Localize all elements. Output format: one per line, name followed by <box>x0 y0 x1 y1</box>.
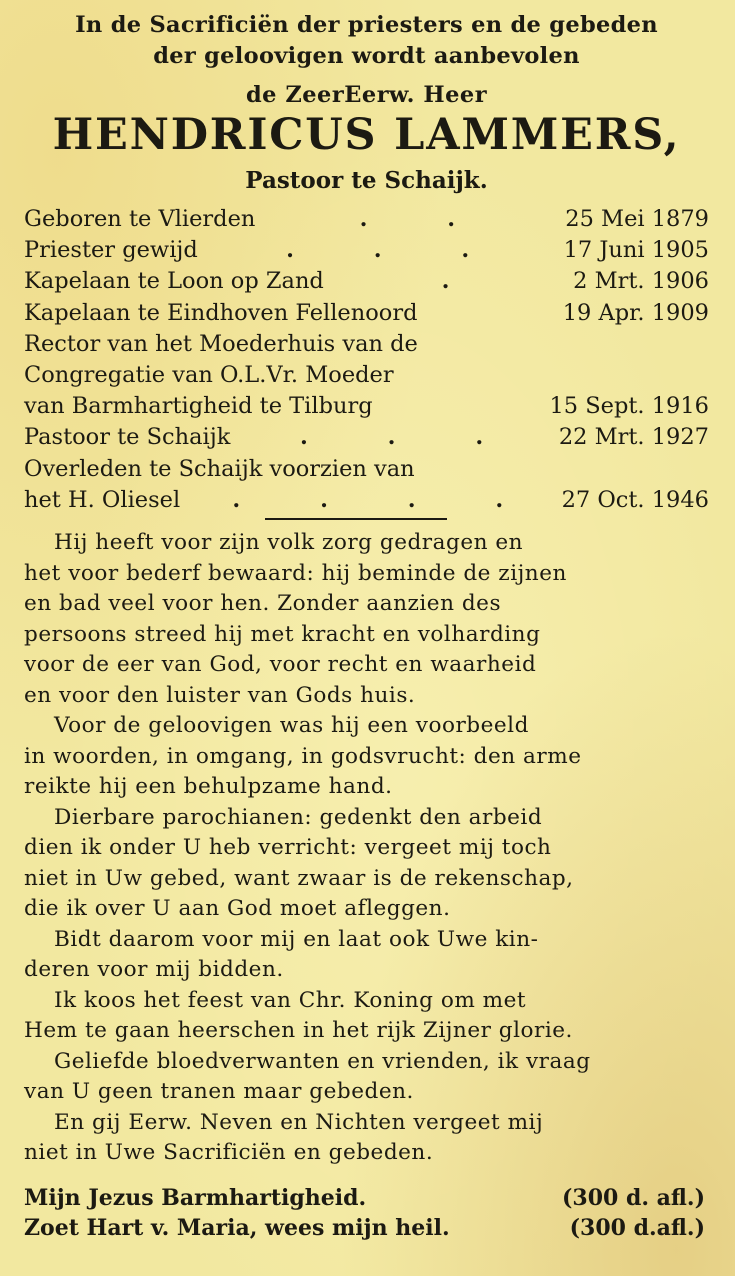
text-line: dien ik onder U heb verricht: vergeet mij toch <box>24 835 552 861</box>
bio-row <box>24 422 709 453</box>
bio-row <box>24 454 709 485</box>
text-line: En gij Eerw. Neven en Nichten vergeet mij <box>54 1109 544 1135</box>
bio-date: 27 Oct. 1946 <box>561 486 709 513</box>
bio-row <box>24 298 709 329</box>
text-line: deren voor mij bidden. <box>24 957 284 983</box>
text-line: Hem te gaan heerschen in het rijk Zijner glorie. <box>24 1018 573 1044</box>
divider-rule <box>265 518 447 520</box>
text-line: en bad veel voor hen. Zonder aanzien des <box>24 591 502 617</box>
bio-label: Kapelaan te Eindhoven Fellenoord <box>24 299 418 326</box>
paragraph <box>24 803 709 925</box>
paragraph <box>24 1047 709 1108</box>
bio-label: van Barmhartigheid te Tilburg <box>24 393 373 420</box>
bio-row <box>24 485 709 516</box>
bio-label: Geboren te Vlierden <box>24 206 256 232</box>
bio-dots: . <box>441 268 486 295</box>
bio-date: 22 Mrt. 1927 <box>558 424 709 451</box>
bio-dots: . . <box>359 206 492 232</box>
paragraph <box>24 711 709 803</box>
deceased-name: HENDRICUS LAMMERS, <box>52 110 681 160</box>
bio-row <box>24 360 709 391</box>
text-line: die ik over U aan God moet afleggen. <box>24 896 451 922</box>
text-line: Ik koos het feest van Chr. Koning om met <box>54 987 527 1013</box>
intro-line: In de Sacrificiën der priesters en de gebeden <box>75 12 658 38</box>
paragraph <box>24 925 709 986</box>
bio-dots <box>373 391 550 422</box>
text-line: in woorden, in omgang, in godsvrucht: den arme <box>24 743 582 769</box>
bio-date: 25 Mei 1879 <box>565 206 709 232</box>
bio-dots <box>394 360 709 391</box>
bio-row <box>24 391 709 422</box>
prayer-row <box>24 1183 709 1213</box>
indulgence: (300 d. afl.) <box>561 1184 705 1211</box>
title-line: de ZeerEerw. Heer <box>245 82 488 108</box>
bio-date: 2 Mrt. 1906 <box>573 268 709 295</box>
bio-dots <box>415 454 709 485</box>
bio-dots: . . . <box>300 424 520 451</box>
text-line: niet in Uwe Sacrificiën en gebeden. <box>24 1140 434 1166</box>
text-line: voor de eer van God, voor recht en waarheid <box>24 652 537 678</box>
prayer-list <box>24 1183 709 1243</box>
memorial-text <box>24 528 709 1169</box>
bio-row <box>24 235 709 266</box>
bio-dots <box>418 329 709 360</box>
text-line: reikte hij een behulpzame hand. <box>24 774 393 800</box>
text-line: het voor bederf bewaard: hij beminde de zijnen <box>24 560 567 586</box>
text-line: van U geen tranen maar gebeden. <box>24 1079 414 1105</box>
biography-list <box>24 204 709 516</box>
text-line: persoons streed hij met kracht en volharding <box>24 621 541 647</box>
prayer-text: Mijn Jezus Barmhartigheid. <box>24 1184 367 1211</box>
text-line: en voor den luister van Gods huis. <box>24 682 416 708</box>
position-title: Pastoor te Schaijk. <box>245 167 488 194</box>
bio-label: Overleden te Schaijk voorzien van <box>24 455 415 482</box>
bio-dots: . . . . <box>232 486 540 513</box>
bio-label: Pastoor te Schaijk <box>24 424 231 451</box>
paragraph <box>24 986 709 1047</box>
bio-label: Priester gewijd <box>24 237 198 264</box>
paragraph <box>24 1108 709 1169</box>
bio-row <box>24 266 709 297</box>
intro-text <box>24 10 709 72</box>
text-line: Geliefde bloedverwanten en vrienden, ik vraag <box>54 1048 591 1074</box>
bio-label: Rector van het Moederhuis van de <box>24 330 418 357</box>
bio-row <box>24 204 709 235</box>
bio-date: 17 Juni 1905 <box>563 237 709 264</box>
bio-row <box>24 329 709 360</box>
bio-label: Kapelaan te Loon op Zand <box>24 268 324 295</box>
bio-dots: . . . <box>286 237 506 264</box>
bio-label: Congregatie van O.L.Vr. Moeder <box>24 362 394 389</box>
text-line: Bidt daarom voor mij en laat ook Uwe kin- <box>54 926 539 952</box>
text-line: Dierbare parochianen: gedenkt den arbeid <box>54 804 543 830</box>
bio-label: het H. Oliesel <box>24 486 181 513</box>
bio-date: 15 Sept. 1916 <box>549 393 709 420</box>
text-line: Hij heeft voor zijn volk zorg gedragen en <box>54 530 524 556</box>
bio-dots <box>418 298 563 329</box>
indulgence: (300 d.afl.) <box>569 1214 705 1241</box>
paragraph <box>24 528 709 711</box>
text-line: Voor de geloovigen was hij een voorbeeld <box>54 713 529 739</box>
text-line: niet in Uw gebed, want zwaar is de rekenschap, <box>24 865 574 891</box>
prayer-row <box>24 1213 709 1243</box>
prayer-text: Zoet Hart v. Maria, wees mijn heil. <box>24 1214 450 1241</box>
intro-line: der geloovigen wordt aanbevolen <box>153 43 580 69</box>
bio-date: 19 Apr. 1909 <box>562 299 709 326</box>
